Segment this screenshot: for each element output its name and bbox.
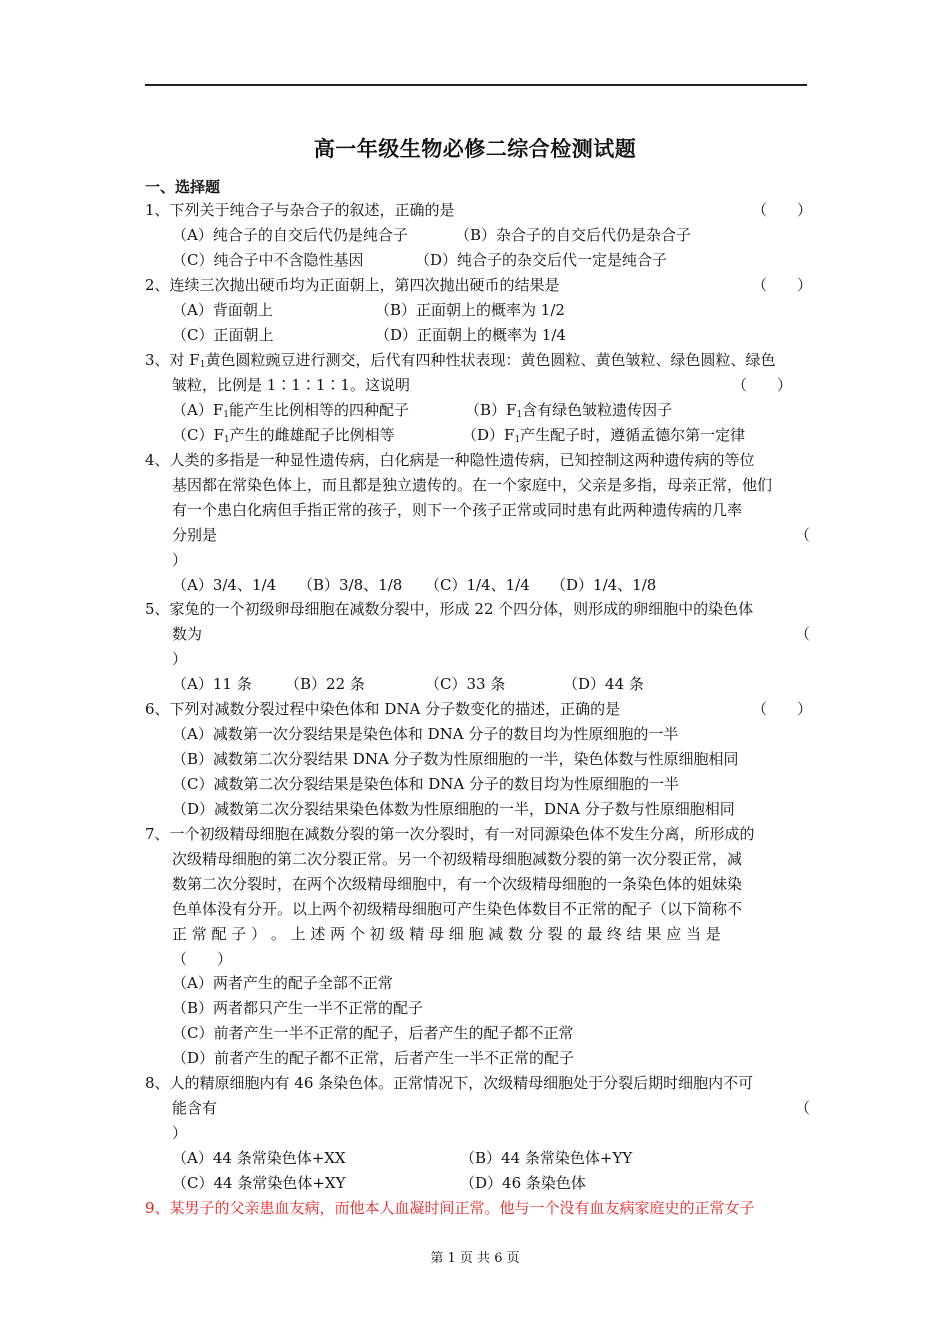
question-4-stem-line-1: 4、人类的多指是一种显性遗传病，白化病是一种隐性遗传病，已知控制这两种遗传病的等位 [145,451,755,469]
question-2-option-d: （D）正面朝上的概率为 1/4 [375,326,566,344]
question-3-stem-line-1: 3、对 $F_1$黄色圆粒豌豆进行测交，后代有四种性状表现：黄色圆粒、黄色皱粒、绿色圆粒、绿色 [145,351,776,370]
question-4-bracket-open: （ [795,526,811,544]
question-1-option-d: （D）纯合子的杂交后代一定是纯合子 [415,251,668,269]
page-title: 高一年级生物必修二综合检测试题 [313,136,637,161]
question-7-stem-line-2: 次级精母细胞的第二次分裂正常。另一个初级精母细胞减数分裂的第一次分裂正常，减 [172,850,743,868]
question-6-option-d: （D）减数第二次分裂结果染色体数为性原细胞的一半，DNA 分子数与性原细胞相同 [172,800,735,818]
question-8-bracket-close: ） [172,1124,188,1142]
question-5-bracket-open: （ [795,625,811,643]
question-3-option-c: $(C)F_1$产生的雌雄配子比例相等 [172,426,395,445]
question-7-option-b: （B）两者都只产生一半不正常的配子 [172,999,424,1017]
question-3-stem-line-2: 皱粒，比例是 1∶1∶1∶1。这说明 [172,376,410,394]
question-8-option-d: （D）46 条染色体 [460,1174,586,1192]
question-3-option-d: $(D)F_1$产生配子时，遵循孟德尔第一定律 [462,426,746,445]
question-7-option-d: （D）前者产生的配子都不正常，后者产生一半不正常的配子 [172,1049,575,1067]
question-6-stem: 6、下列对减数分裂过程中染色体和 DNA 分子数变化的描述，正确的是 [145,700,621,718]
question-4-option-a: （A）3/4、1/4 [172,576,277,594]
question-4-bracket-close: ） [172,551,188,569]
question-4-option-b: （B）3/8、1/8 [298,576,403,594]
question-4-option-d: （D）1/4、1/8 [551,576,657,594]
question-6-option-a: （A）减数第一次分裂结果是染色体和 DNA 分子的数目均为性原细胞的一半 [172,725,679,743]
header-rule [145,84,807,86]
question-4-stem-line-4: 分别是 [172,526,218,544]
question-6-option-b: （B）减数第二次分裂结果 DNA 分子数为性原细胞的一半，染色体数与性原细胞相同 [172,750,739,768]
question-3-option-b: $(B)F_1$含有绿色皱粒遗传因子 [465,401,673,420]
question-2-answer-bracket: （ ） [752,276,813,294]
question-5-option-a: （A）11 条 [172,675,252,693]
question-8-option-c: （C）44 条常染色体+XY [172,1174,346,1192]
question-7-option-a: （A）两者产生的配子全部不正常 [172,974,393,992]
question-5-stem-line-1: 5、家兔的一个初级卵母细胞在减数分裂中，形成 22 个四分体，则形成的卵细胞中的染色体 [145,600,754,618]
question-1-option-a: （A）纯合子的自交后代仍是纯合子 [172,226,408,244]
question-7-stem-line-5: 正 常 配 子 ） 。 上 述 两 个 初 级 精 母 细 胞 减 数 分 裂 的 最 终 结 果 应 当 是 [172,925,721,943]
question-4-option-c: （C）1/4、1/4 [425,576,530,594]
question-3-answer-bracket: （ ） [732,376,793,394]
question-5-option-b: （B）22 条 [285,675,365,693]
question-3-option-a: $(A)F_1$能产生比例相等的四种配子 [172,401,409,420]
question-9-stem-line-1: 9、某男子的父亲患血友病，而他本人血凝时间正常。他与一个没有血友病家庭史的正常女子 [145,1199,755,1217]
question-1-option-c: （C）纯合子中不含隐性基因 [172,251,364,269]
question-8-stem-line-2: 能含有 [172,1099,218,1117]
question-2-stem: 2、连续三次抛出硬币均为正面朝上，第四次抛出硬币的结果是 [145,276,560,294]
question-5-stem-line-2: 数为 [172,625,203,643]
question-8-stem-line-1: 8、人的精原细胞内有 46 条染色体。正常情况下，次级精母细胞处于分裂后期时细胞内不可 [145,1074,754,1092]
page-footer: 第 1 页 共 6 页 [430,1251,520,1266]
question-7-stem-line-1: 7、一个初级精母细胞在减数分裂的第一次分裂时，有一对同源染色体不发生分离，所形成的 [145,825,755,843]
question-6-answer-bracket: （ ） [752,700,813,718]
question-1-answer-bracket: （ ） [752,201,813,219]
question-8-option-b: （B）44 条常染色体+YY [460,1149,633,1167]
question-8-option-a: （A）44 条常染色体+XX [172,1149,346,1167]
question-2-option-b: （B）正面朝上的概率为 1/2 [375,301,565,319]
question-2-option-c: （C）正面朝上 [172,326,274,344]
question-7-option-c: （C）前者产生一半不正常的配子，后者产生的配子都不正常 [172,1024,574,1042]
question-4-stem-line-2: 基因都在常染色体上，而且都是独立遗传的。在一个家庭中，父亲是多指，母亲正常，他们 [172,476,773,494]
question-5-option-c: （C）33 条 [425,675,506,693]
question-1-stem: 1、下列关于纯合子与杂合子的叙述，正确的是 [145,201,455,219]
question-7-stem-line-3: 数第二次分裂时，在两个次级精母细胞中，有一个次级精母细胞的一条染色体的姐妹染 [172,875,743,893]
question-6-option-c: （C）减数第二次分裂结果是染色体和 DNA 分子的数目均为性原细胞的一半 [172,775,680,793]
section-heading: 一、选择题 [145,178,221,196]
question-8-bracket-open: （ [795,1099,811,1117]
question-7-answer-bracket: （ ） [172,950,233,968]
question-5-option-d: （D）44 条 [563,675,644,693]
question-5-bracket-close: ） [172,650,188,668]
question-4-stem-line-3: 有一个患白化病但手指正常的孩子，则下一个孩子正常或同时患有此两种遗传病的几率 [172,501,743,519]
question-2-option-a: （A）背面朝上 [172,301,273,319]
question-7-stem-line-4: 色单体没有分开。以上两个初级精母细胞可产生染色体数目不正常的配子（以下简称不 [172,900,743,918]
question-1-option-b: （B）杂合子的自交后代仍是杂合子 [455,226,692,244]
